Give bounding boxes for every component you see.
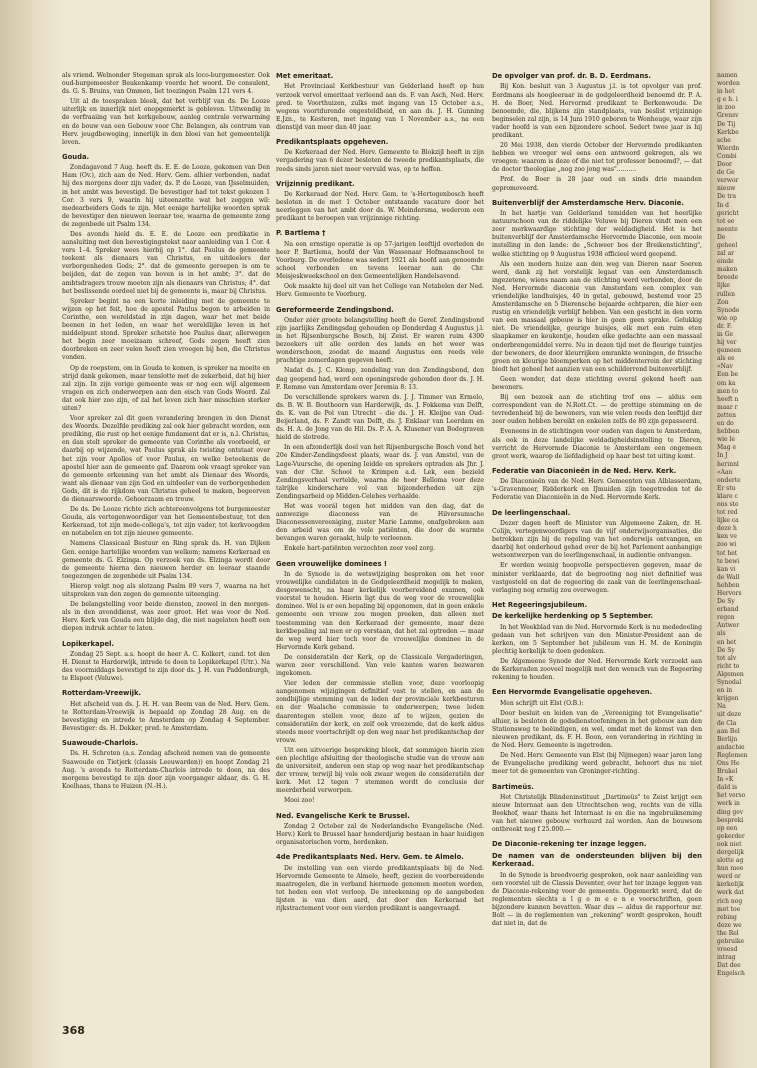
- adjacent-page-line: Na: [717, 703, 726, 711]
- paragraph: Onder zéér groote belangstelling heeft de Geref. Zendingsbond zijn jaarlijks Zendingsdag gehouden op Donderdag 4 Augustus j.l. in het Rijsenburgsche Bosch, bij Zeist. Er waren ruim 4300 bezoekers uit alle oorden des lands en het weer was wonderschoon, zoodat de maand Augustus een reeds vele prachtige zomerdagen gegeven heeft.: [276, 316, 484, 365]
- paragraph: Ds. H. Schroten (a.s. Zondag afscheid nemen van de gemeente Suawoude en Tietjerk (classis Leeuwarden)) en hoopt Zondag 21 Aug. 's avonds te Rotterdam-Charlois intrede te doen, na des morgens bevestigd te zijn door zijn voorganger aldaar, ds. G. H. Koelhaas, thans te Huizen (N.-H.).: [62, 750, 270, 790]
- adjacent-page-line: intrag: [717, 954, 736, 962]
- adjacent-page-line: ken ve: [717, 533, 737, 541]
- adjacent-page-line: in Ge: [717, 331, 734, 338]
- adjacent-page-line: gemeen: [717, 347, 742, 355]
- section-heading: Gereformeerde Zendingsbond.: [276, 305, 394, 314]
- adjacent-page-line: Synode: [717, 306, 740, 314]
- adjacent-page-line: slotte ag: [717, 857, 744, 865]
- paragraph: De Kerkeraad der Ned. Herv. Gem. te 's-Hertogenbosch heeft besloten in de met 1 October ontstaande vacature door het neerleggen van het ambt door ds. W. Meindersma, wederom een predikant te beroepen van vrijzinnige richting.: [276, 191, 484, 223]
- page-fold-shadow: [0, 0, 62, 1068]
- paragraph: De consideratiën der Kerk, op de Classicale Vergaderingen, waren zeer verschillend. Van vele kanten waren bezwaren ingekomen.: [276, 653, 484, 678]
- section-heading: Met emeritaat.: [276, 72, 334, 80]
- paragraph: Namens Classicaal Bestuur en Ring sprak ds. H. van Dijken Gen. eenige hartelijke woorden van welkom; namens Kerkeraad en gemeente ds. G. Elzinga. Op verzoek van ds. Elzinga wordt door de gemeente hierna den nieuwen herder en leeraar staande toegezongen de zegenbede uit Psalm 134.: [62, 540, 270, 580]
- adjacent-page-line: krijgen: [717, 695, 739, 703]
- adjacent-page-line: sche: [717, 136, 731, 144]
- adjacent-page-line: Hervors: [717, 590, 742, 597]
- paragraph: Prof. de Boer is 28 jaar oud en sinds drie maanden gepromoveerd.: [492, 176, 702, 192]
- section-heading: P. Bartlema †: [276, 229, 326, 238]
- paragraph: Bij Kon. besluit van 3 Augustus j.l. is tot opvolger van prof. Eerdmans als hoogleeraar in de godgeleerdheid benoemd dr. P. A. H. de Boer, Ned. Hervormd predikant te Berkenwoude. De benoemde, die, blijkens zijn standplaats, van beslist vrijzinnige beginselen zal zijn, is 14 Juni 1910 geboren te Wonheuge, waar zijn vader hoofd is van een bijzondere school. Sedert twee jaar is hij predikant.: [492, 83, 702, 139]
- paragraph: Des avonds hield ds. E. E. de Looze een predikatie in aansluiting met den bevestigingstekst naar aanleiding van 1 Cor. 4 vers 1–4. Spreker wees hierbij op 1°. dat Paulus de gemeente teekent als dienaars van Christus, en uitdeelers der verborgenheden Gods; 2°. dat de gemeente geroepen is om te beijden, dat de zegen van boven is in het ambt; 3°. dat de ambtsdragers trouw moeten zijn als dienaars van Christus; 4°. dat het beslissende oordeel niet bij de gemeente is, maar bij Christus.: [62, 231, 270, 295]
- section-heading: De leerlingenschaal.: [492, 508, 571, 517]
- paragraph: Het was voorál tegen het midden van den dag, dat de aanwezige diaconess van de Hilversumsche Diaconessenvereeniging, zuster Marie Lamme, onafgebroken aan den arbeid was om de vele patiënten, die door de warmte bevangen waren geraakt, hulp te verleenen.: [276, 502, 484, 543]
- adjacent-page-line: verwor: [717, 177, 739, 185]
- section-heading: Lopikerkapel.: [62, 639, 114, 648]
- adjacent-page-line: tot het: [717, 549, 738, 557]
- adjacent-page-line: erband: [717, 606, 739, 614]
- adjacent-page-line: the Rel: [717, 929, 739, 937]
- adjacent-page-line: en in: [717, 687, 733, 695]
- paragraph: Men schrijft uit Elst (O.B.):: [500, 699, 584, 707]
- paragraph: In de Synode is de wetswijziging besproken om het voor vrouwelijke candidaten in de Godgeleerdheid mogelijk te maken, desgewenscht, na haar kerkelijk voorbereidend examen, ook voorstel te houden. Hierin ligt dus de weg voor de vrouwelijke dominee. Wel is er een bepaling bij opgenomen, dat in geen enkele gemeente een vrouw zou mogen preeken, dan alleen met toestemming van den Kerkeraad der gemeente, maar deze kerkbepaling zal men er op verstaan, dat het zal optreden — maar de weg werd hier toch voor de vrouwelijke dominee in de Hervormde Kerk geband.: [276, 570, 484, 651]
- paragraph: In het Weekblad van de Ned. Hervormde Kerk is nu mededeeling gedaan van het schrijven van den Minister-President aan de kerken, om 5 September het jubileum van H. M. de Koningin plechtig kerkelijk te doen gedenken.: [492, 623, 702, 655]
- adjacent-page-line: de Ge: [717, 169, 735, 177]
- section-heading: Bartimeüs.: [492, 782, 534, 791]
- adjacent-page-line: heeft n: [717, 395, 739, 403]
- adjacent-page-line: Berlijn: [717, 735, 738, 743]
- adjacent-page-line: breede: [717, 274, 739, 282]
- adjacent-page-line: zal ar: [717, 250, 735, 258]
- paragraph: De ds. De Looze richte zich achtereenvolgens tot burgemeester Gouda, als vertegenwoordiger van het Gemeentebestuur, tot den Kerkeraad, tot zijn mede-collega's, tot zijn vader, tot kerkvoogden en notabelen en tot zijn nieuwe gemeente.: [62, 506, 270, 538]
- adjacent-page-line: tot alv: [717, 654, 737, 662]
- paragraph: Zondag 2 October zal de Nederlandsche Evangelische (Ned. Herv.) Kerk te Brussel haar honderdjarig bestaan in haar huidigen organisatorischen vorm, herdenken.: [276, 822, 484, 847]
- adjacent-page-line: om ka: [717, 379, 736, 387]
- adjacent-page-line: en do: [717, 420, 734, 428]
- section-heading: Suawoude-Charlois.: [62, 739, 139, 748]
- adjacent-page-line: hebben: [717, 581, 740, 589]
- adjacent-page-line: Reglemen: [717, 751, 748, 759]
- adjacent-page-line: ons ste: [717, 500, 739, 508]
- adjacent-page-line: te bewi: [717, 557, 740, 565]
- adjacent-page-line: werk dat: [717, 889, 744, 897]
- adjacent-page-line: neente: [717, 225, 738, 233]
- adjacent-page-edge: [710, 0, 748, 1068]
- adjacent-page-line: wie le: [717, 436, 735, 444]
- adjacent-page-text: [717, 72, 757, 979]
- adjacent-page-line: zoo wi: [717, 541, 737, 549]
- adjacent-page-line: Door: [717, 161, 732, 169]
- adjacent-page-line: aan Bel: [717, 727, 740, 735]
- adjacent-page-line: einde: [717, 258, 734, 266]
- adjacent-page-line: Combi: [717, 152, 737, 160]
- adjacent-page-line: kan vi: [717, 565, 736, 573]
- adjacent-page-line: nieuw: [717, 185, 736, 193]
- section-subheading: De namen van de ondersteunden blijven bij den Kerkeraad.: [492, 851, 702, 869]
- adjacent-page-line: dald is: [717, 784, 738, 792]
- paragraph: De Algemeene Synode der Ned. Hervormde Kerk verzoekt aan de Kerkeraden zooveel mogelijk met den wensch van de Regeering rekening te houden.: [492, 657, 702, 682]
- paragraph: Ook maakte hij deel uit van het College van Notabelen der Ned. Herv. Gemeente te Voorburg.: [276, 283, 484, 299]
- adjacent-page-line: het verso: [717, 792, 746, 800]
- adjacent-page-line: In d: [717, 201, 729, 209]
- adjacent-page-line: Dat dee: [717, 962, 741, 970]
- paragraph: Het Provinciaal Kerkbestuur van Gelderland heeft op hun verzoek vervol emeritaat verleend aan ds. F. van Asch, Ned. Herv. pred. te Voorthuizen, zulks met ingang van 15 October a.s., wegens voortdurende ongesteldheid, en aan ds. J. H. Gunning E.Jzn., te Kesteren, met ingang van 1 November a.s., na een dienstijd van meer dan 40 jaar.: [276, 83, 484, 131]
- adjacent-page-line: op een: [717, 824, 738, 832]
- adjacent-page-line: «Nav: [717, 363, 733, 371]
- adjacent-page-line: Er stu: [717, 484, 736, 492]
- section-heading: Federatie van Diaconieën in de Ned. Herv. Kerk.: [492, 466, 677, 475]
- paragraph: De Ned. Herv. Gemeente van Elst (bij Nijmegen) waar jaren lang de Evangelische prediking werd gebracht, behoort dus nu niet meer tot de gemeenten van Groninger-richting.: [492, 752, 702, 776]
- paragraph: Eveneens in de stichtingen voor ouden van dagen te Amsterdam, als ook in deze landelijke weldadigheidsinstelling te Dieren, verricht de Hervormde Diaconie te Amsterdam een ongemeen groot werk, waarop de liefdadigheid op haar best tot uiting komt.: [492, 428, 702, 460]
- adjacent-page-line: herinnl: [717, 460, 739, 468]
- adjacent-page-line: Ons He: [717, 759, 740, 767]
- adjacent-page-line: rebing: [717, 913, 737, 921]
- paragraph: Dezer dagen heeft de Minister van Algemeene Zaken, dr. H. Colijn, vertegenwoordigers van de vijf onderwijsorganisaties, die betrokken zijn bij de regeling van het onderwijs ontvangen, en daarbij het onderhoud gehad over de bij het Parlement aanhangige wetsontwerpen van de leerlingenschaal, in audientie ontvangen.: [492, 519, 702, 560]
- paragraph: Geen wonder, dat deze stichting overal gekend heeft aan bewoners.: [492, 375, 702, 391]
- adjacent-page-line: de Wall: [717, 573, 740, 581]
- paragraph: Bij een bezoek aan de stichting trof ons — aldus een correspondent van de N.Rott.Ct. — de prettige stemming en de tevredenheid bij de bewoners, van wie velen reeds den leeftijd der zeer ouden hebben bereikt en enkelen zelfs de 80 zijn gepasseerd.: [492, 394, 702, 426]
- adjacent-page-line: maken: [717, 266, 738, 274]
- paragraph: Het afscheid van ds. J. H. H. van Beem van de Ned. Herv. Gem. te Rotterdam-Vreewijk is bepaald op Zondag 28 Aug. en de bevestiging en intrede te Amsterdam op Zondag 4 September. Bevestiger: ds. H. Dekker, pred. te Amsterdam.: [62, 700, 270, 732]
- column-middle: [276, 72, 484, 972]
- section-heading: Rotterdam-Vreewijk.: [62, 689, 142, 698]
- adjacent-page-line: vreesd: [717, 946, 738, 954]
- paragraph: De belangstelling voor beide diensten, zoowel in den morgen- als in den avonddienst, was zeer groot. Het was voor de Ned. Herv. Kerk van Gouda een blijde dag, die niet nagelaten heeft een diepen indruk achter te laten.: [62, 601, 270, 633]
- adjacent-page-line: gericht: [717, 209, 739, 217]
- adjacent-page-line: hij ver: [717, 339, 737, 347]
- adjacent-page-line: lijke ca: [717, 517, 739, 525]
- adjacent-page-line: Kerkbe: [717, 128, 739, 136]
- adjacent-page-line: regen: [717, 614, 735, 622]
- adjacent-page-line: deze h: [717, 525, 737, 533]
- paragraph: In een afzonderlijk doel van het Rijsenburgsche Bosch vond het 20e Kinder-Zendingsfeest plaats, waar ds. J. van Amstel, van de Lage-Vuursche, de opening leidde en sprekers optraden als Jhr. J. van der Chr. School te Krimpen a.d. Lek, een bezield Zendingsverhaal vertelde, waarna de heer Belloma voor deze talrijke kinderschare vol van bijzonderheden uit zijn Zendingsarbeid op Midden-Celebes verhaalde.: [276, 444, 484, 500]
- adjacent-page-line: Mag e: [717, 444, 737, 452]
- section-heading: Gouda.: [62, 152, 90, 161]
- adjacent-page-line: ding gev: [717, 808, 744, 816]
- adjacent-page-line: gekerder: [717, 832, 745, 840]
- adjacent-page-line: andachie: [717, 743, 745, 751]
- paragraph: als vriend. Welnonder Stegeman sprak als loco-burgemeester. Ook oud-burgemeester Beukenkamp voerde het woord. De consulent, ds. G. S. Bruins, van Ommen, liet toezingen Psalm 121 vers 4.: [62, 72, 270, 96]
- paragraph: Door besluit en leiden van de „Vereeniging tot Evangelisatie" alhier, is besloten de godsdienstoefeningen in het gebouw aan den Stationsweg te beëindigen, en wel, omdat met de komst van den nieuwen predikant, ds. F. H. Boon, een verandering in richting in de Ned. Herv. Gemeente is ingetreden.: [492, 709, 702, 750]
- adjacent-page-line: richt to: [717, 662, 740, 670]
- adjacent-page-line: Algemen: [717, 670, 744, 678]
- adjacent-page-line: tot ee: [717, 217, 735, 225]
- adjacent-page-line: de Cla: [717, 719, 737, 727]
- section-heading: 4de Predikantsplaats Ned. Herv. Gem. te Almelo.: [276, 853, 464, 862]
- paragraph: Mooi zoo!: [284, 797, 315, 805]
- adjacent-page-line: als ee: [717, 355, 735, 363]
- adjacent-page-line: Antwer: [717, 622, 740, 630]
- adjacent-page-line: werd or: [717, 873, 741, 881]
- adjacent-page-line: met toe: [717, 905, 741, 913]
- adjacent-page-line: Een be: [717, 371, 739, 379]
- adjacent-page-line: zetten: [717, 411, 736, 419]
- section-heading: De opvolger van prof. dr. B. D. Eerdmans.: [492, 72, 651, 80]
- paragraph: 20 Mei 1938, den vierde October der Hervormde predikanten hebben we vroeger wel eens een antwoord gekregen, als we vroegen: waarom is deze of die niet tot professor benoemd?, — dat de doctor theologiae „nog zoo jong was"..........: [492, 142, 702, 174]
- section-heading: Predikantsplaats opgeheven.: [276, 137, 389, 146]
- adjacent-page-line: geheel: [717, 241, 738, 249]
- adjacent-page-line: hun mee: [717, 865, 744, 873]
- adjacent-page-line: in het: [717, 88, 735, 96]
- adjacent-page-line: en het: [717, 638, 737, 646]
- section-subheading: De kerkelijke herdenking op 5 September.: [492, 612, 653, 621]
- paragraph: Voor spreker zal dit geen verandering brengen in den Dienst des Woords. Dezelfde prediking zal ook hier gebracht worden, een prediking, die rust op het eenige fundament dat er is, n.l. Christus, en dan stelt spreker de gemeente van Corinthe als voorbeeld, er daarbij op wijzende, wat Paulus sprak als twisting ontstaat over het zijn voor Apollos of voor Paulus, en welke beteekenis de apostel hier aan de gemeente gaf. Daarom ook vraagt spreker van de gemeente erkenning van het ambt als Dienaar des Woords, want als dienaar van zijn God en uitdeeler van de verborgenheden Gods, dit is de rijkdom van Christus geheel te maken, begeerven de dienaarswoorde. Gehoorzaam en trouw.: [62, 415, 270, 503]
- adjacent-page-line: De Sy: [717, 598, 735, 606]
- adjacent-page-line: Grensv: [717, 112, 739, 120]
- paragraph: Er werden weinig hoopvolle perspectieven gegeven, maar de minister verklaarde, dat de begrooting nog niet definitief was vastgesteld en dat de regeering de zaak van de leerlingenschaal-verlaging nog ernstig zou overwegen.: [492, 562, 702, 594]
- paragraph: Vier leden der commissie stellen voor, deze voorloopig aangenomen wijzigingen definitief vast te stellen, en aan de zondbijlige stemming van de leden der provinciale kerkbesturen en der Waalsche commissie te onderwerpen; twee leden daarentegen stellen voor, deze af te wijzen, gezien de consideratiën der kerk, en zelf ook vreezende, dat de kerk aldus steeds meer voortschrijdt op den weg naar het predikantschap der vrouw.: [276, 680, 484, 744]
- paragraph: De verschillende sprekers waren ds. J. J. Timmer van Ermelo, ds. B. W. B. Bouthoorn van Harderwijk, ds. J. Fokkema van Delft, ds. K. van de Pol van Utrecht - die ds. J. H. Kleijne van Oud-Beijerland, ds. F. Zandt van Delft, ds. J. Enklaar van Leerdam en ds. H. A. de Jong van de Hil. Ds. P. A. A. Klusener van Bodegraven hield de slotrede.: [276, 393, 484, 442]
- adjacent-page-line: hebben: [717, 428, 740, 436]
- adjacent-page-line: rich nog: [717, 897, 743, 905]
- paragraph: In de Synode is breedvoerig gesproken, ook naar aanleiding van een voorstel uit de Classis Deventer, over het ter inzage leggen van de Diaconie-rekening voor de gemeente. Opgemerkt werd, dat de reglementen slechts a l g e m e e n e voorschriften, geen bijzondere kunnen bevatten. Waar dus — aldus de rapporteur mr. Bolt — in de reglementen van „rekening" wordt gesproken, houdt dat niet in, dat de: [492, 871, 702, 928]
- adjacent-page-line: dergelijk: [717, 849, 744, 856]
- paragraph: De instelling van een vierde predikantsplaats bij de Ned. Hervormde Gemeente te Almelo, heeft, gezien de voorbereidende maatregelen, die in verband hiermede genomen moeten worden, tot heden een vlot verloop. De inteekening op de aangeboden lijsten is van dien aard, dat door den Kerkeraad het rijkstractement voor een vierden predikant is aangevraagd.: [276, 864, 484, 913]
- adjacent-page-line: Brukel: [717, 768, 738, 776]
- adjacent-page-line: gebruike: [717, 938, 745, 946]
- paragraph: Zondag 25 Sept. a.s. hoopt de heer A. C. Kolkert, cand. tot den H. Dienst te Harderwijk, intrede te doen te Lopikerkapel (Utr.). Na des voormiddags bevestigd te zijn door ds. J. H. van Paddenburgh, te Elspeet (Veluwe).: [62, 650, 270, 683]
- adjacent-page-line: wie op: [717, 314, 737, 322]
- adjacent-page-line: dr. F.: [717, 322, 732, 330]
- paragraph: Nadat ds. J. C. Klomp, zendeling van den Zendingsbond, den dag geopend had, werd een openingsrede gehouden door ds. J. H. F. Remme van Amsterdam over Jeremia 8: 13.: [276, 367, 484, 391]
- adjacent-page-line: als: [717, 630, 726, 638]
- adjacent-page-line: namen: [717, 72, 738, 79]
- paragraph: Uit een uitvoerige bespreking bleek, dat sommigen hierin zien een plechtige afsluiting der theologische studie van de vrouw aan de universiteit, anderen een stap op weg naar het predikantschap der vrouw, terwijl bij vele ook zwaar wegen de consideratiën der kerk. Met 12 tegen 7 stemmen wordt de conclusie der meerderheid verworpen.: [276, 746, 484, 795]
- adjacent-page-line: bespreki: [717, 816, 744, 824]
- adjacent-page-line: ook niet: [717, 840, 742, 848]
- adjacent-page-line: onderte: [717, 476, 741, 484]
- adjacent-page-line: De: [717, 233, 726, 241]
- column-right: [492, 72, 702, 972]
- adjacent-page-line: maar r: [717, 403, 738, 411]
- adjacent-page-line: in zoo: [717, 104, 736, 112]
- adjacent-page-line: «Aan: [717, 468, 733, 476]
- section-heading: De Diaconie-rekening ter inzage leggen.: [492, 840, 647, 849]
- adjacent-page-line: tot red: [717, 509, 738, 517]
- section-heading: Buitenverblijf der Amsterdamsche Herv. Diaconie.: [492, 198, 684, 207]
- adjacent-page-line: men to: [717, 387, 739, 395]
- adjacent-page-line: worden: [717, 80, 740, 88]
- paragraph: Zondagavond 7 Aug. heeft ds. E. E. de Looze, gekomen van Den Ham (Ov.), zich aan de Ned. Herv. Gem. alhier verbonden, nadat hij des morgens door zijn vader, ds. P. de Looze, van IJsselmuiden, in het ambt was bevestigd. De bevestiger had tot tekst gekozen 1 Cor. 3 vers 9, waarin hij uiteenzette wat het zeggen wil: medearbeiders Gods te zijn. Met eenige hartelijke woorden sprak de bevestiger den nieuwen leeraar toe, waarna de gemeente zong de zegenbede uit Psalm 134.: [62, 164, 270, 228]
- adjacent-page-line: De Sy: [717, 646, 735, 654]
- paragraph: Spreker begint na een korte inleiding met de gemeente te wijzen op het feit, hoe de apostel Paulus begon te arbeiden in Corinthe, een wereldstad in zijn dagen, waar het met beide beenen in het leden, en waar het wereldlijke leven in het middelpunt stond. Spreker schetste hoe Paulus daar, allerwegen het begin zeer moeizaam schreef, Gods zegen heeft zien doorbreken en zeer velen heeft zien vroegen bij hen, die Christus vonden.: [62, 297, 270, 362]
- adjacent-page-line: Wierdn: [717, 144, 740, 152]
- adjacent-page-line: klare c: [717, 492, 738, 500]
- paragraph: Op de roepstem, om in Gouda te komen, is spreker na moeite en strijd dank gekomen, maar tenslotte met de zekerheid, dat hij hier zal zijn. In zijn vorige gemeente was er nog een wijl algemeen vragen en zich onderworpen aan den eisch van Gods Woord. Zal dat ook hier zoo zijn, of zal het leven zich hier misschien sterker uiten?: [62, 364, 270, 412]
- section-heading: Ned. Evangelische Kerk te Brussel.: [276, 811, 410, 820]
- adjacent-page-line: In J: [717, 452, 728, 460]
- adjacent-page-line: De tra: [717, 193, 737, 201]
- paragraph: Hierop volgt nog als slotzang Psalm 89 vers 7, waarna na het uitspreken van den zegen de gemeente uiteenging.: [62, 582, 270, 599]
- section-heading: Geen vrouwelijke dominees !: [276, 559, 388, 568]
- paragraph: Uit al de toespraken bleek, dat het verblijf van ds. De Looze uiterlijk en innerlijk niet onopgemerkt is gebleven. Uitwendig in de verfraaiing van het kerkgebouw, aanleg centrale verwarming en de bouw van een Gebouw voor Chr. Belangen, als centrum van Herv. jeugdbeweging, innerlijk in den bloei van het gemeentelijk leven.: [62, 98, 270, 146]
- adjacent-page-line: Zon: [717, 298, 729, 306]
- section-heading: Vrijzinnig predikant.: [276, 179, 355, 188]
- adjacent-page-line: uit deze: [717, 711, 742, 719]
- adjacent-page-line: Engelsch: [717, 970, 745, 978]
- adjacent-page-line: lijke: [717, 282, 730, 290]
- column-left: [62, 72, 270, 972]
- adjacent-page-line: kerkelijk: [717, 881, 744, 889]
- paragraph: In het hartje van Gelderland temidden van het heerlijke natuurschoon van de riddelijke Veluwe bij Dieren vindt men een zeer merkwaardige stichting der weldadigheid. Het is het buitenverblijf der Amsterdamsche Hervormde Diaconie, een mooie instelling in den lande: de „Schweer bos der Breikenstichting", welke stichting op 9 Augustus 1938 officieel werd geopend.: [492, 210, 702, 258]
- paragraph: De Diaconieën van de Ned. Herv. Gemeenten van Alblasserdam, 's-Gravenmoer, Ridderkerk en IJmuiden zijn toegetreden tot de Federatie van Diaconieën in de Ned. Hervormde Kerk.: [492, 478, 702, 502]
- adjacent-page-line: In «K: [717, 776, 734, 784]
- section-heading: Het Regeeringsjubileum.: [492, 600, 588, 609]
- paragraph: Als een modern huize aan den weg van Dieren naar Soeren werd, dank zij het vorstelijk legaat van een Amsterdamsch ingezetene, wiens naam aan de stichting werd verbonden, door de Ned. Hervormde diaconie van Amsterdam een complex van vriendelijke landhuisjes, 40 in getal, gebouwd, bestemd voor 25 Amsterdamsche en 5 Dierensche bejaarde echtparen, die hier een rustig en vriendelijk verblijf hebben. Van een gesticht in den vorm van een massaal gebouw is hier in geen geen sprake. Gelukkig niet. De vriendelijke, geurige huisjes, elk met een ruim eten slaapkamer en keukentje, houden elke gedachte aan een massaal onderbrengemiddel verre. Nu in dezen tijd met de fleurige tuintjes der bewoners, de door kleurrijken omrankte woningen, de frissche groen en kleurige bloemperken op het middenterrein der stichting biedt het geheel het aanzien van een schilderrend buitenverblijf.: [492, 260, 702, 373]
- section-heading: Een Hervormde Evangelisatie opgeheven.: [492, 688, 653, 697]
- paragraph: Na een ernstige operatie is op 57-jarigen leeftijd overleden de heer P. Bartlema, hoofd der Van Wassenaar Hofmaanschool te Voorburg. De overledene was sedert 1921 als hoofd aan genoemde school verbonden en tevens leeraar aan de Chr. Meisjeskweekschool en den Gemeentelijken Handelsavond.: [276, 240, 484, 281]
- adjacent-page-line: rullen: [717, 290, 735, 298]
- adjacent-page-line: g e h. i: [717, 96, 738, 104]
- adjacent-page-line: Synodal: [717, 679, 742, 687]
- paragraph: Het Christelijk Blindeninstituut „Dartimeüs" te Zeist krijgt een nieuw Internaat aan den Utrechtschen weg, rechts van de villa Beekhof, waar thans het Internaat is en die na ingebruikneming van het nieuwe gebouw verhuurd zal worden. Aan de bouwsom ontbreekt nog f 25.000.—: [492, 793, 702, 834]
- adjacent-page-line: De Tij: [717, 120, 736, 128]
- paragraph: De Kerkeraad der Ned. Herv. Gemeente te Blokzijl heeft in zijn vergadering van 6 dezer besloten de tweede predikantsplaats, die reeds sinds jaren niet meer vervuld was, op te heffen.: [276, 149, 484, 173]
- paragraph: Enkele hart-patiënten verzochten zeer veel zorg.: [284, 545, 436, 553]
- page-number: 368: [62, 1024, 85, 1037]
- adjacent-page-line: werk in: [717, 800, 740, 808]
- adjacent-page-line: deze we: [717, 921, 742, 929]
